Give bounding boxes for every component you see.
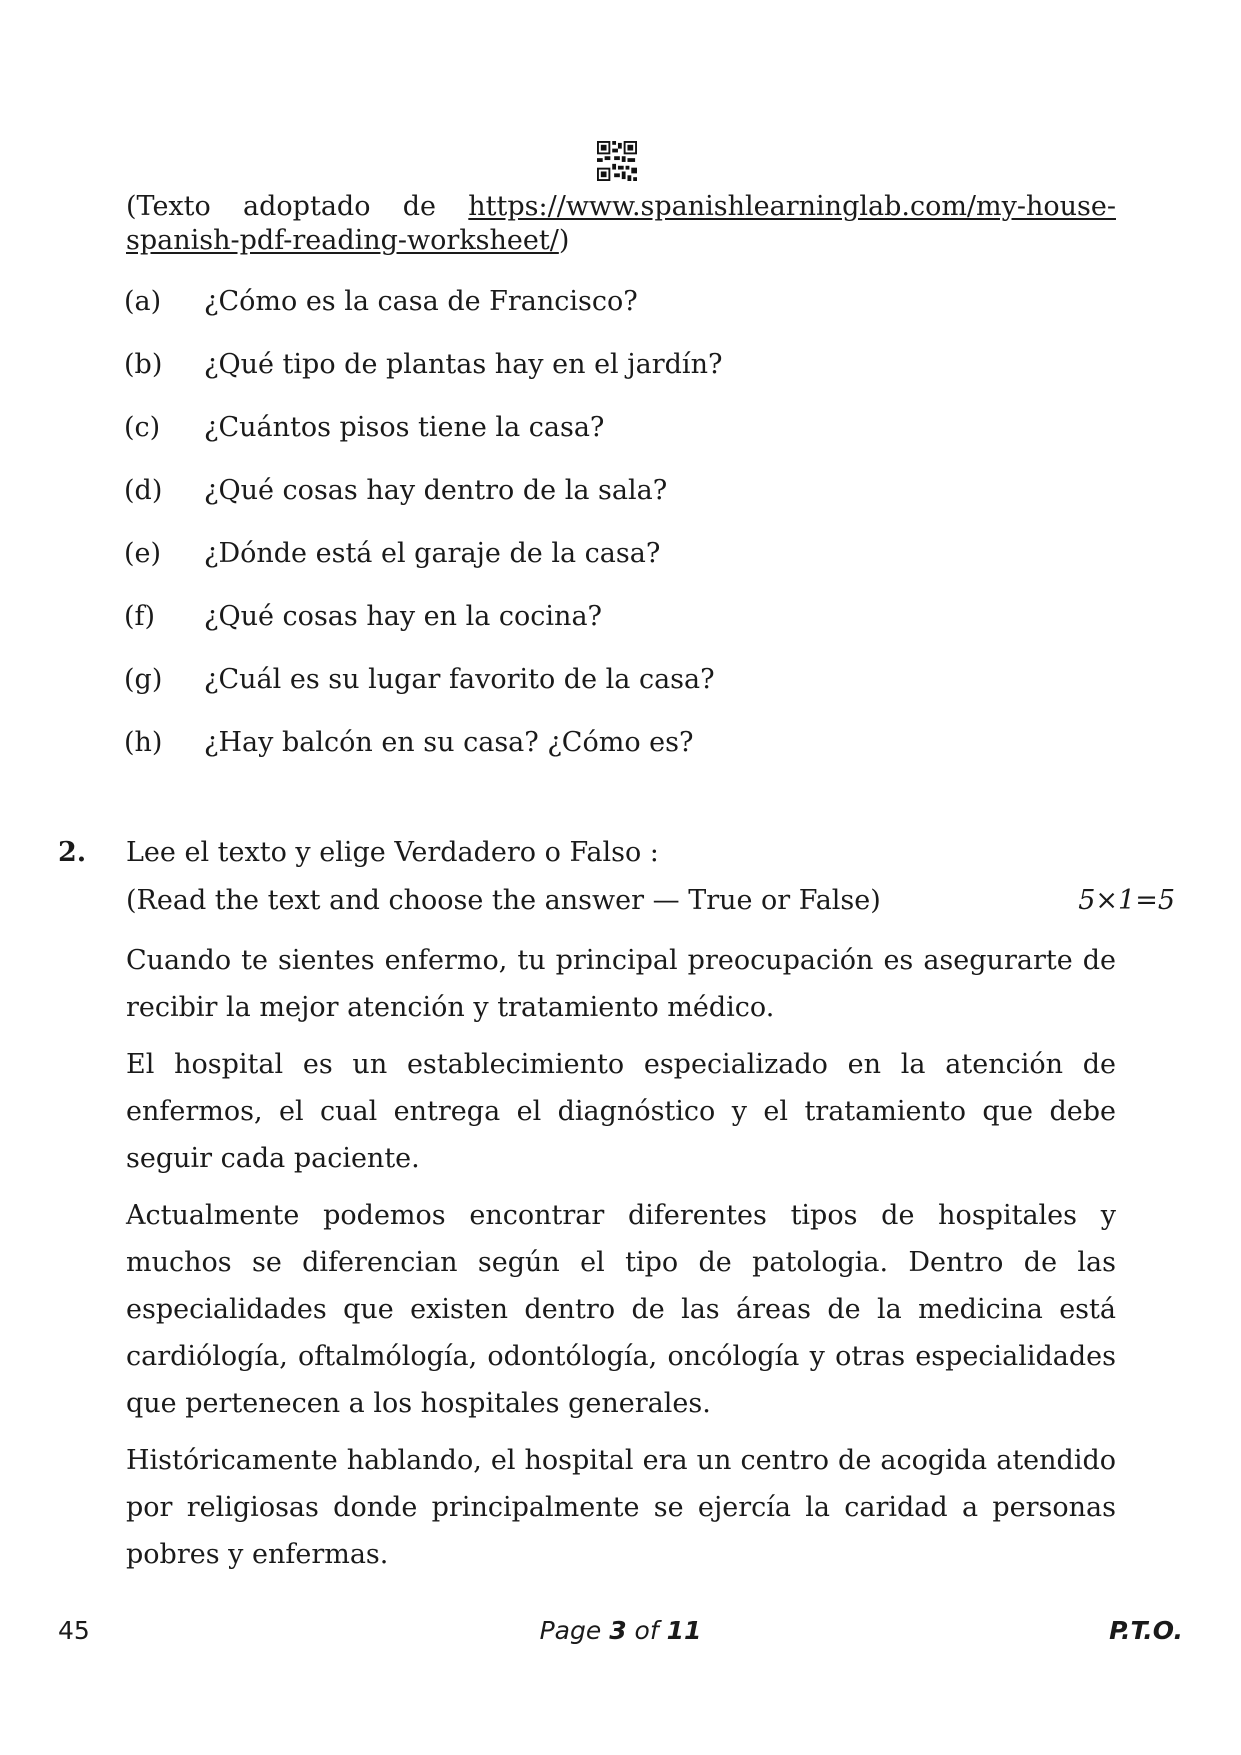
question-label: (e) <box>124 538 162 569</box>
question-item <box>124 600 1124 663</box>
question-label: (h) <box>124 727 163 758</box>
passage-paragraph: El hospital es un establecimiento especializado en la atención de enfermos, el cual entrega el diagnóstico y el tratamiento que debe seguir cada paciente. <box>126 1049 1116 1174</box>
marks-allocation: 5×1=5 <box>1078 885 1175 916</box>
question-item <box>124 726 1124 789</box>
question-label: (f) <box>124 601 156 632</box>
question-number: 2. <box>58 837 87 868</box>
question-text: ¿Cuántos pisos tiene la casa? <box>204 412 605 443</box>
page-prefix: Page <box>539 1616 610 1645</box>
question-text: ¿Dónde está el garaje de la casa? <box>204 538 661 569</box>
passage-paragraph: Cuando te sientes enfermo, tu principal preocupación es asegurarte de recibir la mejor atención y tratamiento médico. <box>126 945 1116 1023</box>
source-link[interactable]: https://www.spanishlearninglab.com/my-house-spanish-pdf-reading-worksheet/ <box>126 191 1116 256</box>
question-item <box>124 663 1124 726</box>
question-item <box>124 348 1124 411</box>
question-text: ¿Qué tipo de plantas hay en el jardín? <box>204 349 723 380</box>
question-label: (d) <box>124 475 163 506</box>
source-citation <box>126 190 1116 258</box>
question-label: (g) <box>124 664 163 695</box>
question-item <box>124 474 1124 537</box>
question-item <box>124 411 1124 474</box>
source-prefix: (Texto adoptado de <box>126 191 469 222</box>
question-label: (b) <box>124 349 163 380</box>
question-item <box>124 537 1124 600</box>
reading-passage <box>126 937 1116 1588</box>
question-text: ¿Qué cosas hay dentro de la sala? <box>204 475 668 506</box>
question-list <box>124 285 1124 789</box>
qr-code-icon <box>597 141 637 181</box>
question-text: ¿Cuál es su lugar favorito de la casa? <box>204 664 715 695</box>
question-text: ¿Cómo es la casa de Francisco? <box>204 286 638 317</box>
question-instruction-english: (Read the text and choose the answer — True or False) <box>126 885 881 916</box>
page-current: 3 <box>609 1616 627 1645</box>
question-label: (c) <box>124 412 161 443</box>
page-total: 11 <box>666 1616 702 1645</box>
passage-paragraph: Históricamente hablando, el hospital era un centro de acogida atendido por religiosas donde principalmente se ejercía la caridad a personas pobres y enfermas. <box>126 1445 1116 1570</box>
question-text: ¿Qué cosas hay en la cocina? <box>204 601 603 632</box>
source-suffix: ) <box>558 225 570 256</box>
passage-paragraph: Actualmente podemos encontrar diferentes tipos de hospitales y muchos se diferencian según el tipo de patologia. Dentro de las especialidades que existen dentro de las áreas de la medicina está cardiólogía, oftalmólogía, odontólogía, oncólogía y otras especialidades que pertenecen a los hospitales generales. <box>126 1200 1116 1419</box>
question-item <box>124 285 1124 348</box>
page-of: of <box>626 1616 667 1645</box>
paper-code: 45 <box>58 1616 90 1645</box>
question-text: ¿Hay balcón en su casa? ¿Cómo es? <box>204 727 694 758</box>
question-label: (a) <box>124 286 162 317</box>
question-instruction: Lee el texto y elige Verdadero o Falso : <box>126 837 659 868</box>
pto-label: P.T.O. <box>1109 1616 1183 1645</box>
page-number <box>0 1616 1241 1646</box>
